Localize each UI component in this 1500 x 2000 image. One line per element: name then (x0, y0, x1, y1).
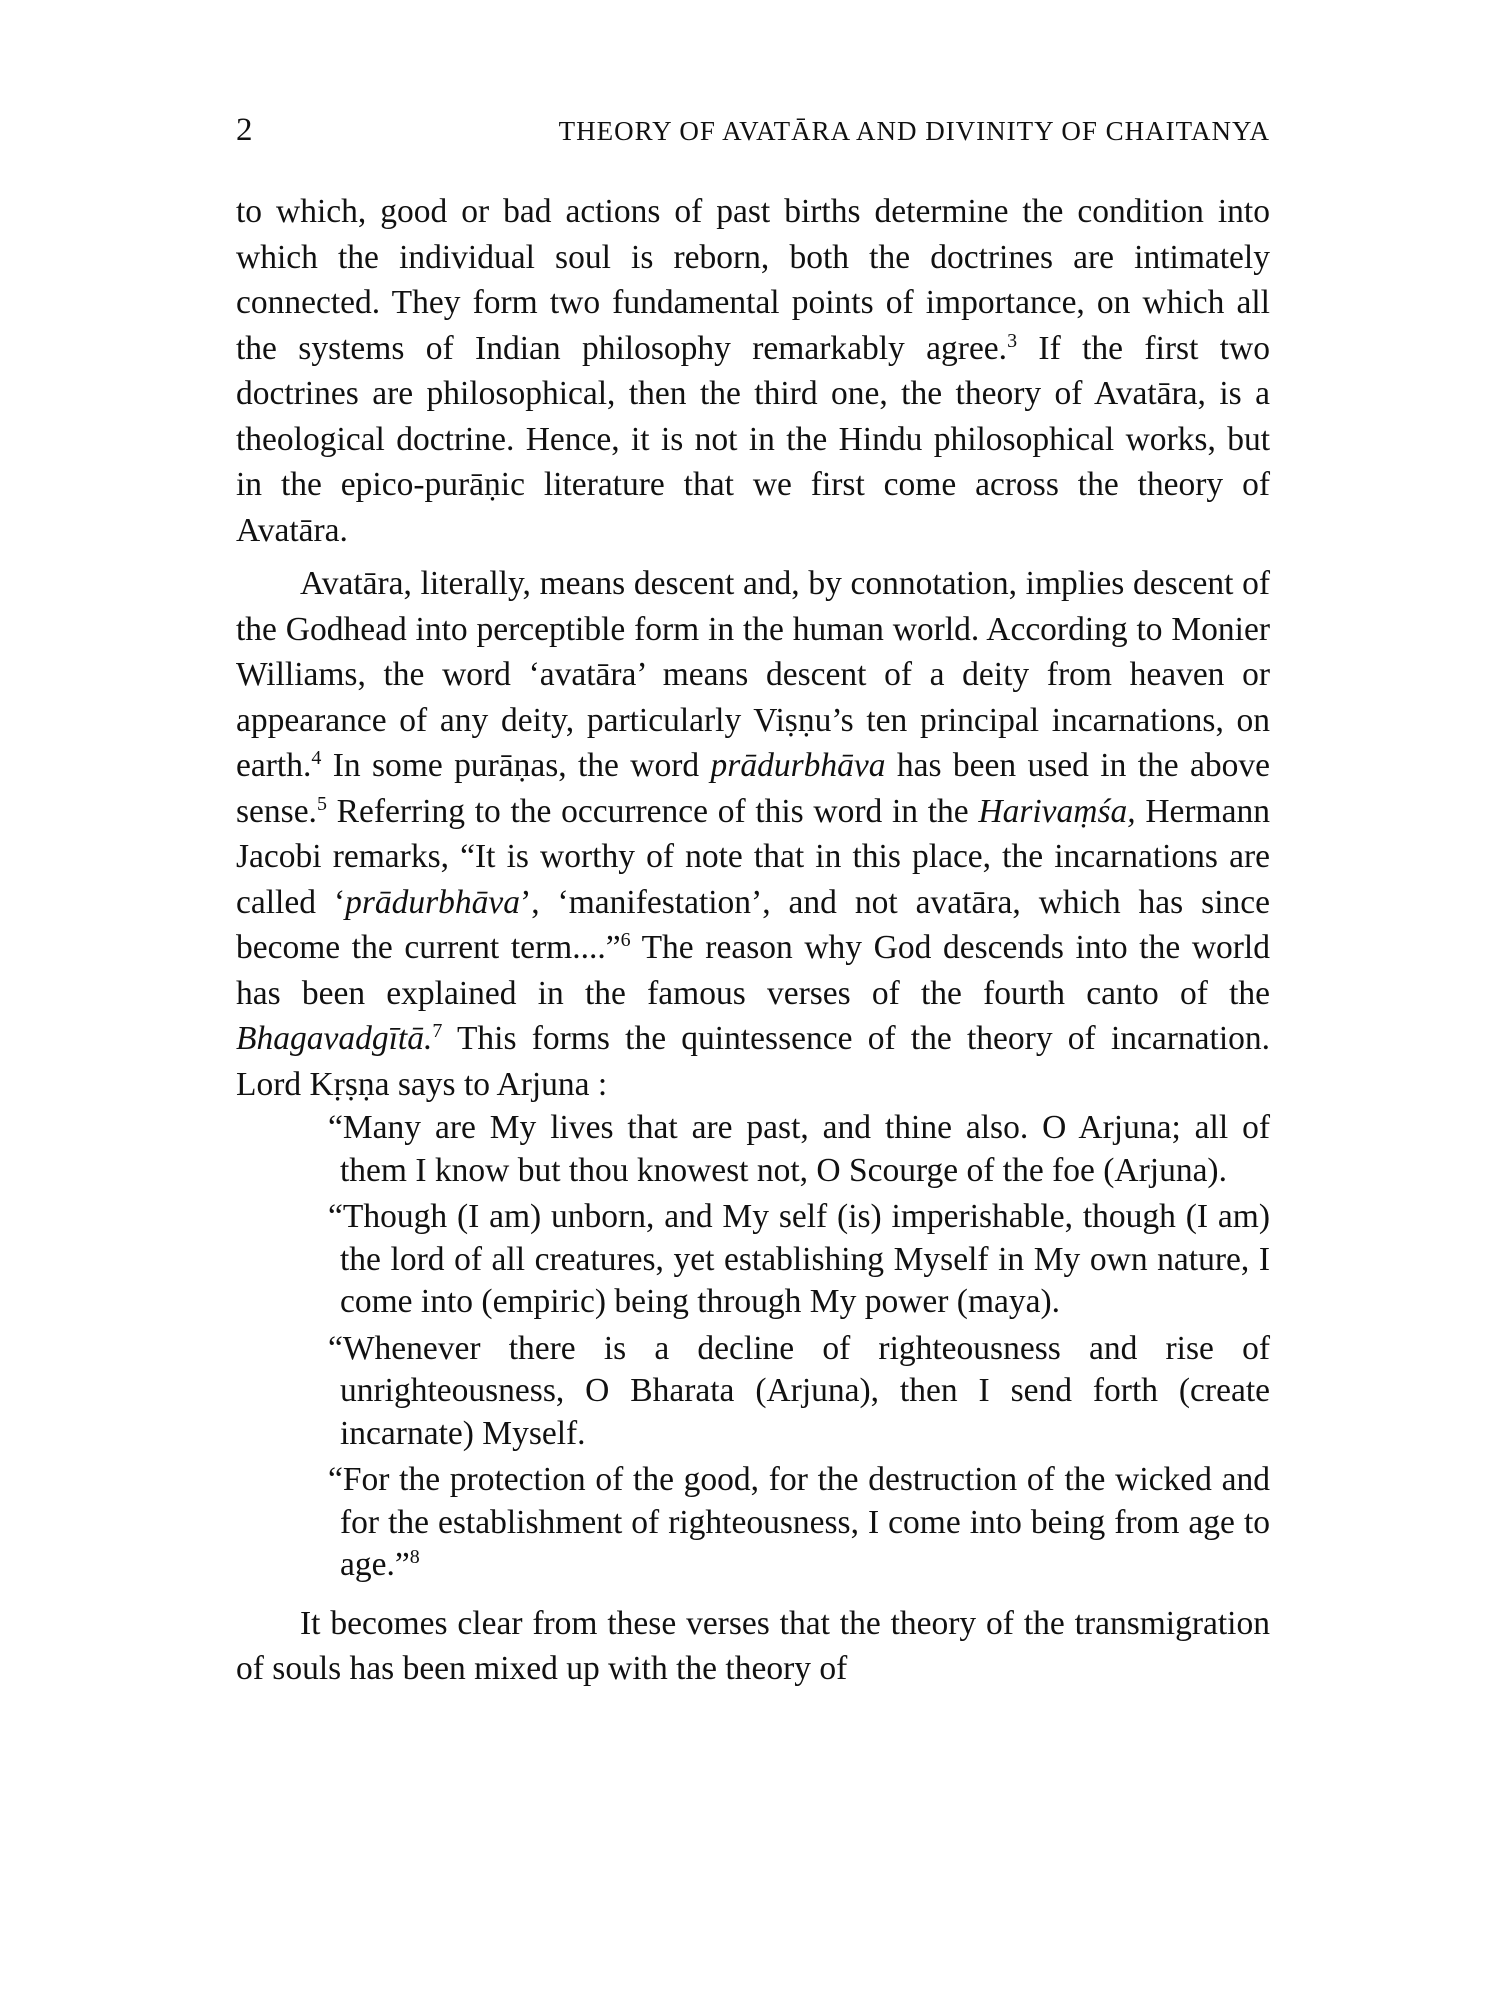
running-head (236, 112, 1270, 149)
text-span: “For the protection of the good, for the destruction of the wicked and for the establishment of righteousness, I come into being from age to age.” (328, 1461, 1270, 1583)
quote-verse (328, 1459, 1270, 1587)
footnote-ref: 8 (409, 1545, 420, 1568)
text-span: If the first two doctrines are philosophical, then the third one, the theory of Avatāra, is a theological doctrine. Hence, it is not in the Hindu philosophical works, but in the epico-purāṇic literature that we first come across the theory of Avatāra. (236, 329, 1270, 549)
italic-term: prādurbhāva (345, 883, 521, 921)
text-span: ’, ‘manifestation’, and not avatāra, which has since become the current term....” (236, 883, 1270, 966)
quote-verse: “Many are My lives that are past, and thine also. O Arjuna; all of them I know but thou knowest not, O Scourge of the foe (Arjuna). (328, 1109, 1270, 1189)
text-span: Hermann Jacobi remarks, “It is worthy of note that in this place, the incarnations are called ‘ (236, 792, 1270, 921)
footnote-ref: 3 (1007, 329, 1018, 352)
text-span: In some purāṇas, the word (321, 747, 711, 784)
text-span: to which, good or bad actions of past births determine the condition into which the individual soul is reborn, both the doctrines are intimately connected. They form two fundamental points of importance, on which all the systems of Indian philosophy remarkably agree. (236, 193, 1270, 367)
text-span: Referring to the occurrence of this word in the (326, 792, 979, 830)
text-span: This forms the quintessence of the theory of incarnation. Lord Kṛṣṇa says to Arjuna : (236, 1020, 1270, 1103)
italic-term: prādurbhāva (710, 747, 886, 784)
italic-title: Harivaṃśa, (978, 792, 1136, 830)
footnote-ref: 6 (620, 928, 631, 951)
text-span: The reason why God descends into the world has been explained in the famous verses of the fourth canto of the (236, 929, 1270, 1012)
footnote-ref: 4 (311, 746, 322, 769)
paragraph-transmigration: It becomes clear from these verses that the theory of the transmigration of souls has been mixed up with the theory of (236, 1604, 1270, 1687)
quote-verse: “Whenever there is a decline of righteousness and rise of unrighteousness, O Bharata (Arjuna), then I send forth (create incarnate) Myself. (328, 1329, 1270, 1452)
footnote-ref: 7 (432, 1019, 443, 1042)
running-title: THEORY OF AVATĀRA AND DIVINITY OF CHAITANYA (558, 116, 1270, 146)
text-span: Avatāra, literally, means descent and, by connotation, implies descent of the Godhead into perceptible form in the human world. According to Monier Williams, the word ‘avatāra’ means descent of a deity from heaven or appearance of any deity, particularly Viṣṇu’s ten principal incarnations, on earth. (236, 565, 1270, 784)
paragraph-continuation (236, 189, 1270, 553)
italic-title: Bhagavadgītā. (236, 1020, 433, 1057)
gita-quotation-block (328, 1107, 1270, 1587)
text-span: has been used in the above sense. (236, 747, 1270, 830)
quote-verse: “Though (I am) unborn, and My self (is) imperishable, though (I am) the lord of all creatures, yet establishing Myself in My own nature, I come into (empiric) being through My power (maya). (328, 1198, 1270, 1320)
page-number: 2 (236, 112, 253, 148)
book-page (236, 112, 1270, 1692)
paragraph-avatara-definition (236, 561, 1270, 1107)
footnote-ref: 5 (316, 792, 327, 815)
